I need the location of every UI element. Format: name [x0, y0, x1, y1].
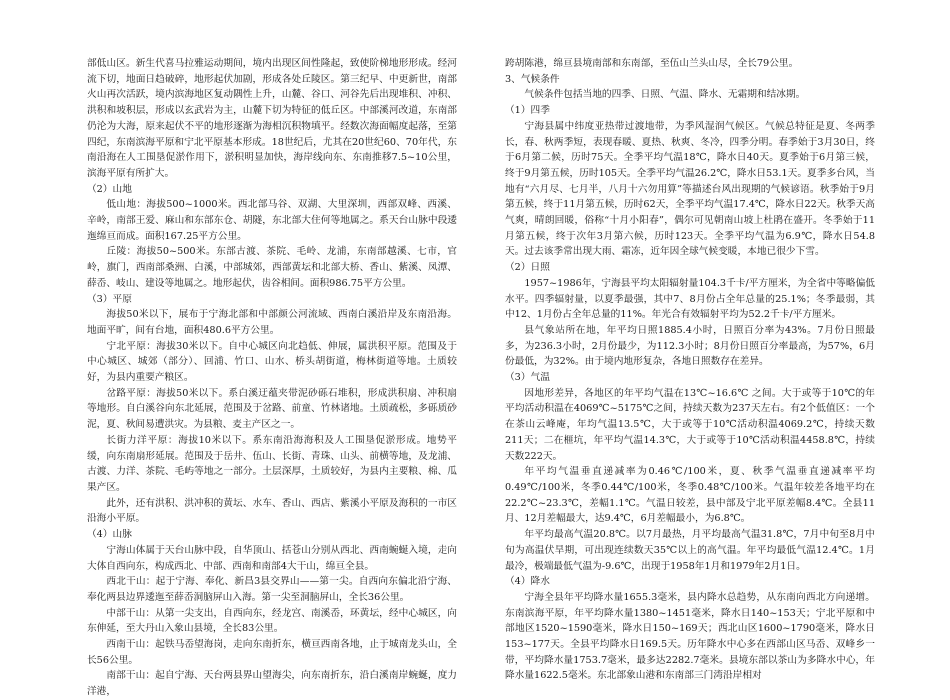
paragraph: 宁北平原：海拔30米以下。自中心城区向北趋低、伸展，属洪积平原。范围及于中心城区、城郊（部分）、回浦、竹口、山水、桥头胡街道，梅林街道等地。土质较好，为县内重要产粮区。	[87, 340, 457, 384]
section-heading: （2）日照	[505, 262, 550, 274]
paragraph: 岔路平原：海拔50米以下。系白溪迂蕴夹带泥砂砾石堆积，形成洪积扇、冲积扇等地形。自白溪谷向东北延展，范围及于岔路、前童、竹林诸地。土质疏松，多砾质砂泥，夏、秋间易遭洪灾。为县粮、麦主产区之一。	[87, 387, 457, 431]
right-text-column	[505, 56, 875, 684]
paragraph: 年平均气温垂直递减率为0.46℃/100米，夏、秋季气温垂直递减率平均0.49℃/100米，冬季0.44℃/100米，冬季0.48℃/100米。气温年较差各地平均在22.2℃~23.3℃，差幅1.1℃。气温日较差，县中部及宁北平原差幅8.4℃。全县11月、12月差幅最大，达9.4℃，6月差幅最小，为6.8℃。	[505, 466, 875, 525]
paragraph: 西南干山：起铁马岙望海岗，走向东南折东，横亘西南各地，止于城南龙头山，全长56公里。	[87, 639, 457, 666]
paragraph: 此外，还有洪积、洪冲积的黄坛、水车、香山、西店、紫溪小平原及海积的一市区沿海小平原。	[87, 497, 457, 525]
paragraph: 宁海全县年平均降水量1655.3毫米，县内降水总趋势，从东南向西北方向递增。东南滨海平原，年平均降水量1380~1451毫米，降水日140~153天；宁北平原和中部地区1520~1590毫米，降水日150~169天；西北山区1600~1790毫米，降水日153~177天。全县平均降水日169.5天。历年降水中心多在西部山区马岙、双峰乡一带，平均降水量1753.7毫米，最多达2282.7毫米。县境东部以茶山为多降水中心，年降水量1622.5毫米。东北部象山港和东南部三门湾沿岸相对	[505, 591, 875, 682]
paragraph: 低山地：海拔500~1000米。西北部马谷、双湖、大里深圳，西部双峰、西溪、辛岭，南部王爱、麻山和东部东仓、胡隧，东北部大住何等地属之。系天台山脉中段逶迤绵亘而成。面积167.25平方公里。	[87, 199, 457, 242]
paragraph: 1957~1986年，宁海县平均太阳辐射量104.3千卡/平方厘米，为全省中等略偏低水平。四季辐射量，以夏季最强，其中7、8月份占全年总量的25.1%；冬季最弱，其中12、1月份占全年总量的11%。年光合有效辐射平均为52.2千卡/平方厘米。	[505, 277, 875, 321]
section-heading: （3）气温	[505, 372, 550, 384]
paragraph: 年平均最高气温20.8℃。以7月最热，月平均最高气温31.8℃，7月中旬至8月中旬为高温伏旱期，可出现连续数天35℃以上的高气温。年平均最低气温12.4℃。1月最冷，极端最低气温为-9.6℃，出现于1958年1月和1979年2月1日。	[505, 529, 875, 572]
paragraph: 因地形差异，各地区的年平均气温在13℃~16.6℃ 之间。大于或等于10℃的年平均活动积温在4069℃~5175℃之间，持续天数为237天左右。有2个低值区：一个在茶山云峰庵，年均气温13.5℃，大于或等于10℃活动积温4069.2℃，持续天数211天；二在榧坑，年平均气温14.3℃，大于或等于10℃活动积温4458.8℃，持续天数222天。	[505, 387, 875, 462]
paragraph: 南部干山：起自宁海、天台两县界山望海尖，向东南折东，沿白溪南岸蜿蜒，度力洋港，	[87, 670, 457, 698]
section-heading: （4）降水	[505, 576, 550, 588]
paragraph: 西北干山：起于宁海、奉化、新昌3县交界山——第一尖。自西向东偏北沿宁海、奉化两县边界逶迤至薛岙洞脑屏山入海。第一尖至洞脑屏山，全长36公里。	[87, 576, 457, 603]
section-heading: 3、气候条件	[505, 73, 560, 85]
paragraph: 气候条件包括当地的四季、日照、气温、降水、无霜期和结冰期。	[524, 89, 806, 101]
section-heading: （1）四季	[505, 105, 550, 117]
continued-paragraph: 跨胡陈港，绵亘县境南部和东南部，至伍山兰头山尽，全长79公里。	[505, 58, 799, 69]
paragraph: 中部干山：从第一尖支出，自西向东，经龙宫、南溪岙，环黄坛，经中心城区，向东伸延，至大丹山入象山县境，全长83公里。	[87, 607, 457, 635]
paragraph: 丘陵：海拔50~500米。东部古渡、茶院、毛岭、龙浦，东南部越溪、七市，官岭，旗门，西南部桑洲、白溪，中部城郊，西部黄坛和北部大桥、香山、紫溪、凤潭、薛岙、岐山、建设等地属之。地形起伏，齿谷相间。面积986.75平方公里。	[87, 246, 457, 289]
paragraph: 长街力洋平原：海拔10米以下。系东南沿海海积及人工围垦促淤形成。地势平缓，向东南扇形延展。范围及于岳井、伍山、长街、青珠、山头、前横等地，及龙浦、古渡、力洋、茶院、毛屿等地之一部分。土层深厚，土质较好，为县内主要粮、棉、瓜果产区。	[87, 434, 457, 493]
section-heading: （3）平原	[87, 293, 132, 305]
paragraph: 海拔50米以下，展布于宁海北部和中部颜公河流域、西南白溪沿岸及东南沿海。地面平旷，间有台地，面积480.6平方公里。	[87, 309, 457, 336]
section-heading: （4）山脉	[87, 529, 132, 541]
left-text-column	[87, 56, 457, 700]
paragraph: 宁海山体属于天台山脉中段，自华顶山、括苍山分别从西北、西南蜿蜒入境，走向大体自西向东，构成西北、中部、西南和南部4大干山，绵亘全县。	[87, 544, 457, 572]
paragraph: 县气象站所在地，年平均日照1885.4小时，日照百分率为43%。7月份日照最多，为236.3小时，2月份最少，为112.3小时；8月份日照百分率最高，为57%，6月份最低，为32%。由于境内地形复杂，各地日照数存在差异。	[505, 324, 875, 368]
continued-paragraph: 部低山区。新生代喜马拉雅运动期间，境内出现区间性隆起，致使阶梯地形形成。经河流下切，地面日趋破碎，地形起伏加剧，形成各处丘陵区。第三纪早、中更新世，南部火山再次活跃，境内滨海地区复动隅性上升，山麓、谷口、河谷先后出现堆积、冲积、洪积和坡积层，形成以玄武岩为主，山麓下切为特征的低丘区。中部溪河改道，东南部仍沦为大海，原来起伏不平的地形逐渐为海相沉积物填平。经数次海面幅度起落，至第四纪，东南滨海平原和宁北平原基本形成。18世纪后，尤其在20世纪60、70年代，东南沿海在人工围垦促淤作用下，淤积明显加快，海岸线向东、东南推移7.5~10公里，滨海平原有所扩大。	[87, 58, 457, 179]
section-heading: （2）山地	[87, 183, 132, 195]
paragraph: 宁海县属中纬度亚热带过渡地带，为季风湿润气候区。气候总特征是夏、冬两季长，春、秋两季短，表现春暖、夏热、秋爽、冬冷，四季分明。春季始于3月30日，终于6月第二候，历时75天。全季平均气温18℃，降水日40天。夏季始于6月第三候，终于9月第五候，历时105天。全季平均气温26.2℃，降水日53.1天。夏季多台风，当地有“六月尽、七月半，八月十六勿用算”等描述台风出现期的气候谚语。秋季始于9月第五候，终于11月第五候，历时62天，全季平均气温17.4℃，降水日22天。秋季天高气爽，晴朗回暖，俗称“十月小阳春”，偶尔可见朝南山坡上杜鹃在盛开。冬季始于11月第五候，终于次年3月第六候，历时123天。全季平均气温为6.9℃，降水日54.8天。过去该季常出现大雨、霜冻，近年因全球气候变暖，本地已很少下雪。	[505, 120, 875, 258]
